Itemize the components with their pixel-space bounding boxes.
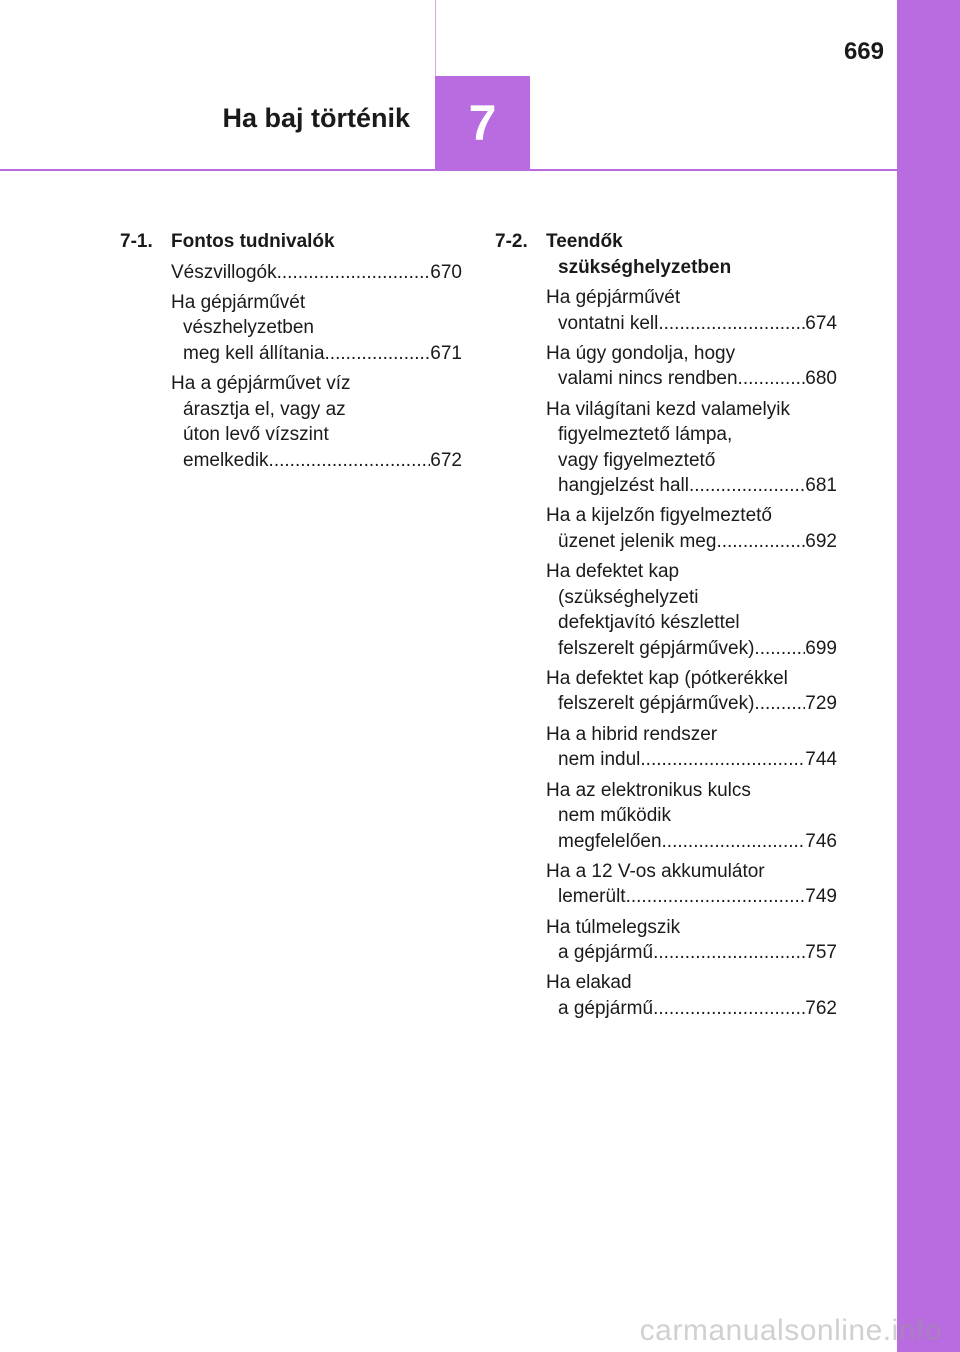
dot-leader bbox=[658, 311, 805, 337]
page-number: 669 bbox=[843, 38, 884, 65]
toc-entry-text: Ha defektet kap (pótkerékkel bbox=[546, 667, 788, 689]
toc-entry-text: úton levő vízszint bbox=[183, 424, 329, 446]
toc-entry[interactable] bbox=[546, 285, 837, 336]
toc-entry-text: árasztja el, vagy az bbox=[183, 398, 346, 420]
toc-entry[interactable] bbox=[171, 290, 462, 367]
toc-entry-text: hangjelzést hall bbox=[558, 475, 689, 497]
toc-entry[interactable] bbox=[546, 859, 837, 910]
toc-entry[interactable] bbox=[171, 260, 462, 286]
section-number: 7-2. bbox=[495, 231, 528, 252]
toc-entry-last-line bbox=[546, 996, 837, 1022]
toc-entry[interactable] bbox=[546, 666, 837, 717]
toc-entry-text: Ha a hibrid rendszer bbox=[546, 723, 718, 745]
toc-entry[interactable] bbox=[546, 341, 837, 392]
toc-entry[interactable] bbox=[546, 778, 837, 855]
toc-entry[interactable] bbox=[546, 503, 837, 554]
toc-entry-last-line bbox=[546, 529, 837, 555]
toc-entry-text: Ha gépjárművét bbox=[171, 291, 306, 313]
dot-leader bbox=[716, 529, 805, 555]
toc-entry-page: 746 bbox=[805, 830, 837, 852]
toc-entry-text: nem indul bbox=[558, 749, 641, 771]
section-number: 7-1. bbox=[120, 231, 153, 252]
toc-entry-page: 672 bbox=[430, 449, 462, 471]
toc-entry-text: nem működik bbox=[558, 805, 671, 827]
toc-entry-page: 680 bbox=[805, 368, 837, 390]
toc-entry-text: Ha a 12 V-os akkumulátor bbox=[546, 860, 765, 882]
toc-entry-text: Ha elakad bbox=[546, 972, 632, 994]
toc-entry-text: Ha a gépjárművet víz bbox=[171, 373, 351, 395]
toc-entry[interactable] bbox=[546, 915, 837, 966]
toc-entry-text: megfelelően bbox=[558, 830, 662, 852]
toc-entry-page: 729 bbox=[805, 693, 837, 715]
toc-entry-last-line bbox=[546, 366, 837, 392]
dot-leader bbox=[626, 884, 806, 910]
toc-entry-last-line bbox=[546, 829, 837, 855]
toc-entry-page: 670 bbox=[430, 261, 462, 283]
dot-leader bbox=[754, 691, 805, 717]
chapter-number: 7 bbox=[468, 95, 497, 151]
toc-entry-last-line bbox=[546, 691, 837, 717]
toc-entry-last-line bbox=[546, 940, 837, 966]
dot-leader bbox=[269, 448, 431, 474]
toc-entry-page: 681 bbox=[805, 475, 837, 497]
toc-entry-page: 699 bbox=[805, 637, 837, 659]
chapter-number-box bbox=[435, 76, 530, 170]
section-title-line: szükséghelyzetben bbox=[558, 256, 732, 278]
chapter-tab-strip bbox=[897, 0, 960, 1352]
toc-entry-text: Ha világítani kezd valamelyik bbox=[546, 398, 790, 420]
chapter-title: Ha baj történik bbox=[222, 103, 410, 133]
toc-entry-page: 744 bbox=[805, 749, 837, 771]
toc-entry[interactable] bbox=[546, 722, 837, 773]
dot-leader bbox=[754, 636, 805, 662]
dot-leader bbox=[662, 829, 806, 855]
dot-leader bbox=[325, 341, 431, 367]
toc-entry-page: 671 bbox=[430, 342, 462, 364]
dot-leader bbox=[653, 996, 805, 1022]
toc-entry-text: üzenet jelenik meg bbox=[558, 530, 717, 552]
toc-entry-text: felszerelt gépjárművek) bbox=[558, 637, 755, 659]
section-title bbox=[546, 229, 837, 280]
watermark: carmanualsonline.info bbox=[639, 1314, 942, 1347]
toc-entry-text: emelkedik bbox=[183, 449, 269, 471]
toc-entry-last-line bbox=[546, 747, 837, 773]
toc-entry-page: 692 bbox=[805, 530, 837, 552]
toc-entry-last-line bbox=[546, 636, 837, 662]
dot-leader bbox=[653, 940, 805, 966]
toc-entry-text: Ha az elektronikus kulcs bbox=[546, 779, 751, 801]
toc-entry-page: 674 bbox=[805, 312, 837, 334]
toc-column-left bbox=[120, 229, 462, 478]
toc-entry-text: Ha a kijelzőn figyelmeztető bbox=[546, 505, 772, 527]
toc-entry-last-line bbox=[546, 473, 837, 499]
toc-entry-last-line bbox=[171, 448, 462, 474]
section-title-line: Teendők bbox=[546, 231, 623, 252]
dot-leader bbox=[277, 260, 431, 286]
section-title-line: Fontos tudnivalók bbox=[171, 231, 335, 252]
toc-entry-text: Ha gépjárművét bbox=[546, 287, 681, 308]
toc-entry[interactable] bbox=[546, 970, 837, 1021]
toc-entry[interactable] bbox=[171, 371, 462, 473]
toc-entry-page: 757 bbox=[805, 942, 837, 964]
toc-entry-text: vészhelyzetben bbox=[183, 317, 314, 339]
toc-entry-text: lemerült bbox=[558, 886, 626, 908]
toc-entry-text: meg kell állítania bbox=[183, 342, 325, 364]
section-heading bbox=[495, 229, 837, 280]
toc-entry-last-line bbox=[546, 311, 837, 337]
toc-entry-text: a gépjármű bbox=[558, 997, 654, 1019]
toc-entry-text: figyelmeztető lámpa, bbox=[558, 424, 733, 446]
toc-entry-text: a gépjármű bbox=[558, 942, 654, 964]
toc-entry-text: Vészvillogók bbox=[171, 261, 277, 283]
section-title bbox=[171, 229, 462, 255]
toc-column-right bbox=[495, 229, 837, 1026]
toc-entry-text: felszerelt gépjárművek) bbox=[558, 693, 755, 715]
toc-entry-text: (szükséghelyzeti bbox=[558, 586, 699, 608]
toc-entry[interactable] bbox=[546, 559, 837, 661]
toc-entry-text: vagy figyelmeztető bbox=[558, 449, 716, 471]
section-heading bbox=[120, 229, 462, 255]
toc-entry-last-line bbox=[171, 260, 462, 286]
toc-entry[interactable] bbox=[546, 397, 837, 499]
toc-entry-list bbox=[546, 285, 837, 1021]
toc-entry-text: defektjavító készlettel bbox=[558, 612, 740, 634]
toc-entry-text: Ha defektet kap bbox=[546, 561, 680, 583]
toc-entry-text: vontatni kell bbox=[558, 312, 659, 334]
toc-entry-text: Ha túlmelegszik bbox=[546, 916, 681, 938]
toc-entry-text: Ha úgy gondolja, hogy bbox=[546, 342, 736, 364]
dot-leader bbox=[738, 366, 806, 392]
toc-entry-page: 762 bbox=[805, 997, 837, 1019]
toc-entry-last-line bbox=[546, 884, 837, 910]
dot-leader bbox=[689, 473, 805, 499]
toc-entry-last-line bbox=[171, 341, 462, 367]
dot-leader bbox=[640, 747, 805, 773]
toc-entry-list bbox=[171, 260, 462, 474]
toc-entry-page: 749 bbox=[805, 886, 837, 908]
toc-entry-text: valami nincs rendben bbox=[558, 368, 738, 390]
